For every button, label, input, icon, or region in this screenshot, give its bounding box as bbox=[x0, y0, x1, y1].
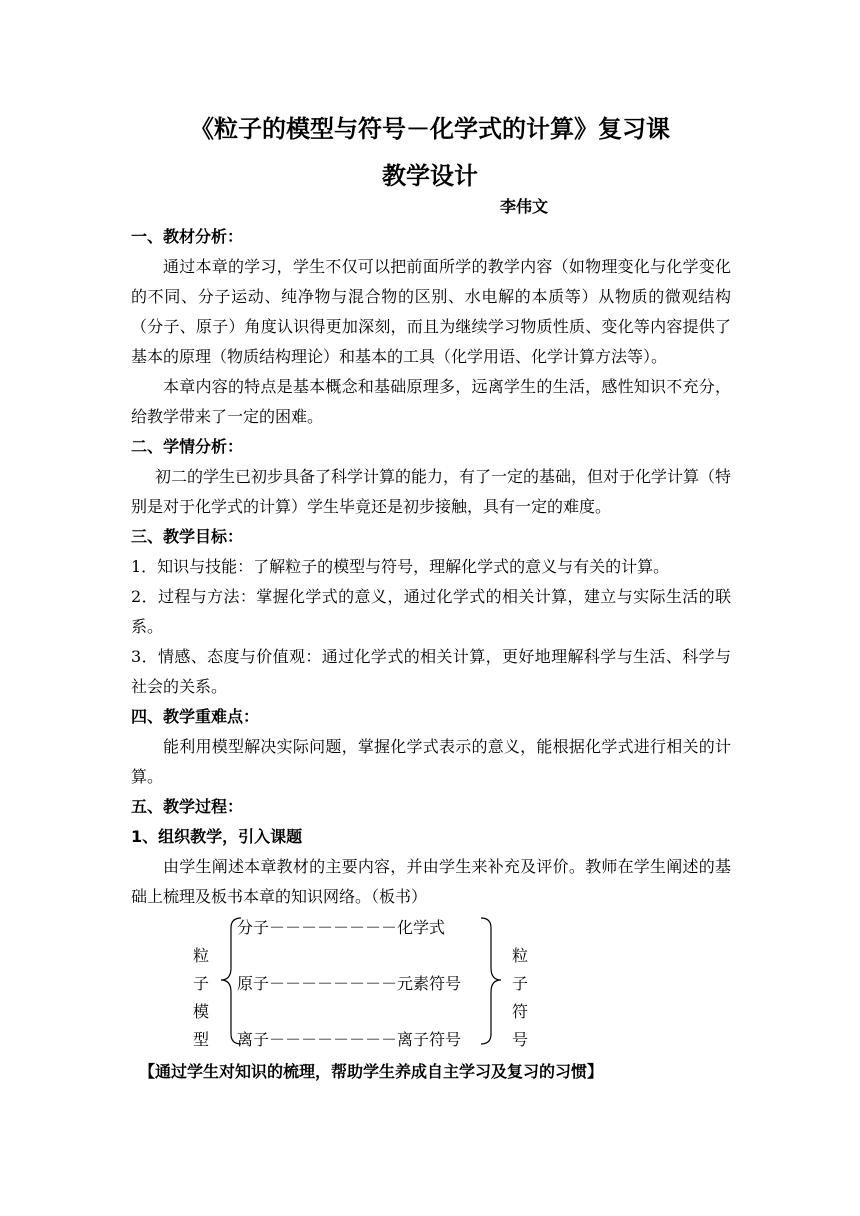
paragraph: 由学生阐述本章教材的主要内容，并由学生来补充及评价。教师在学生阐述的基础上梳理及板书本章的知识网络。（板书） bbox=[131, 857, 731, 906]
right-label-char: 符 bbox=[512, 1002, 529, 1021]
author-name: 李伟文 bbox=[500, 197, 549, 216]
teaching-note: 【通过学生对知识的梳理，帮助学生养成自主学习及复习的习惯】 bbox=[139, 1062, 604, 1081]
left-label-char: 模 bbox=[193, 1002, 210, 1021]
objective-item: 1．知识与技能：了解粒子的模型与符号，理解化学式的意义与有关的计算。 bbox=[131, 557, 670, 576]
section-heading-key-points: 四、教学重难点： bbox=[131, 707, 260, 726]
right-brace bbox=[481, 918, 501, 1044]
objective-item: 2．过程与方法：掌握化学式的意义，通过化学式的相关计算，建立与实际生活的联系。 bbox=[131, 587, 731, 636]
document-body bbox=[131, 222, 731, 1048]
left-label-char: 粒 bbox=[193, 946, 210, 965]
document-subtitle: 教学设计 bbox=[382, 162, 478, 190]
right-label-char: 号 bbox=[512, 1030, 529, 1049]
subsection-heading: 1、组织教学，引入课题 bbox=[131, 827, 303, 846]
section-heading-objectives: 三、教学目标： bbox=[131, 527, 244, 546]
objective-item: 3．情感、态度与价值观：通过化学式的相关计算，更好地理解科学与生活、科学与社会的关系。 bbox=[131, 647, 731, 696]
paragraph: 通过本章的学习，学生不仅可以把前面所学的教学内容（如物理变化与化学变化的不同、分子运动、纯净物与混合物的区别、水电解的本质等）从物质的微观结构（分子、原子）角度认识得更加深刻，而且为继续学习物质性质、变化等内容提供了基本的原理（物质结构理论）和基本的工具（化学用语、化学计算方法等）。 bbox=[131, 257, 731, 366]
knowledge-network-diagram bbox=[131, 916, 731, 1048]
paragraph: 能利用模型解决实际问题，掌握化学式表示的意义，能根据化学式进行相关的计算。 bbox=[131, 737, 731, 786]
diagram-row-atom: 原子－－－－－－－－元素符号 bbox=[237, 974, 462, 993]
paragraph: 初二的学生已初步具备了科学计算的能力，有了一定的基础，但对于化学计算（特别是对于化学式的计算）学生毕竟还是初步接触，具有一定的难度。 bbox=[131, 467, 732, 516]
section-heading-material: 一、教材分析： bbox=[131, 227, 244, 246]
right-label-char: 子 bbox=[512, 974, 529, 993]
left-label-char: 型 bbox=[193, 1030, 210, 1049]
diagram-row-molecule: 分子－－－－－－－－化学式 bbox=[237, 918, 446, 937]
left-label-char: 子 bbox=[193, 974, 210, 993]
section-heading-process: 五、教学过程： bbox=[131, 797, 244, 816]
document-title: 《粒子的模型与符号－化学式的计算》复习课 bbox=[190, 115, 670, 143]
paragraph: 本章内容的特点是基本概念和基础原理多，远离学生的生活，感性知识不充分，给教学带来了一定的困难。 bbox=[131, 377, 731, 426]
diagram-row-ion: 离子－－－－－－－－离子符号 bbox=[237, 1030, 462, 1049]
section-heading-students: 二、学情分析： bbox=[131, 437, 244, 456]
right-label-char: 粒 bbox=[512, 946, 529, 965]
